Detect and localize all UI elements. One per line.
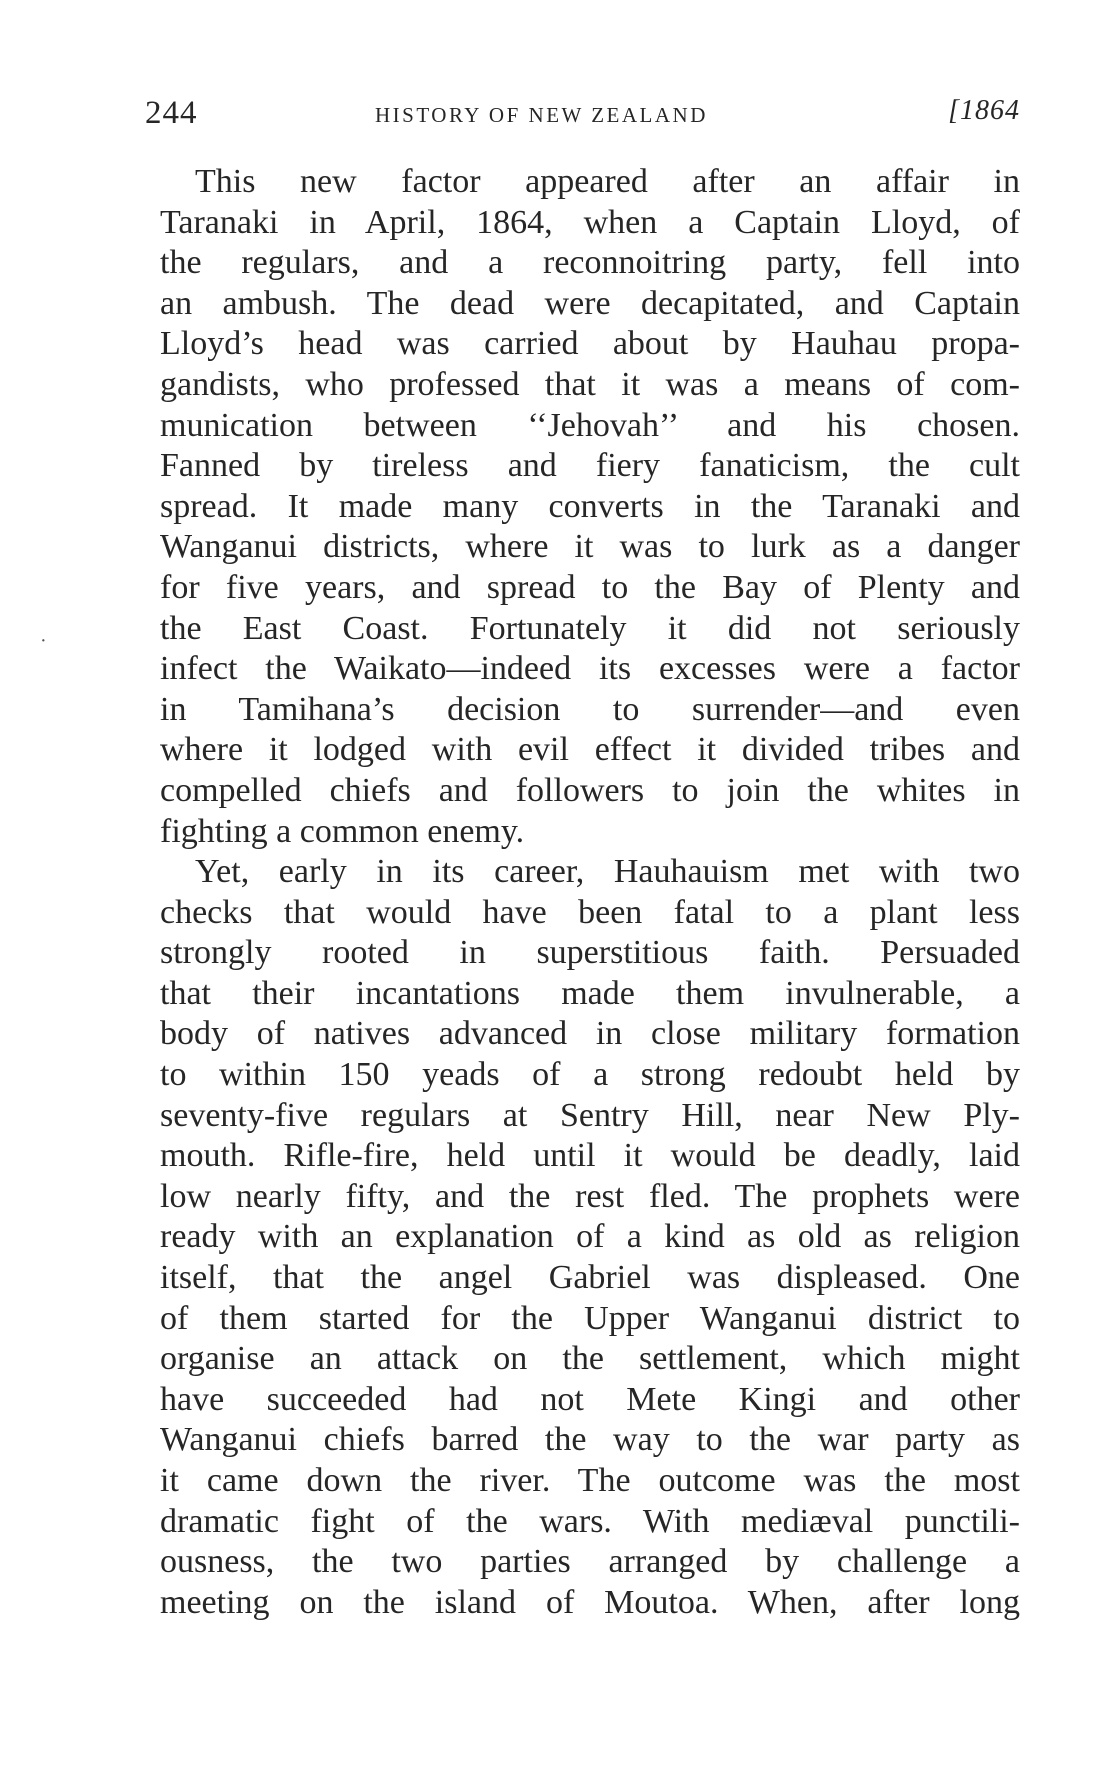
text-line: strongly rooted in superstitious faith. Persuaded bbox=[160, 934, 1020, 972]
text-line: seventy-five regulars at Sentry Hill, near New Ply- bbox=[160, 1096, 1020, 1134]
text-line: ready with an explanation of a kind as old as religion bbox=[160, 1218, 1020, 1256]
text-line: it came down the river. The outcome was the most bbox=[160, 1462, 1020, 1499]
text-line: munication between ‘‘Jehovah’’ and his chosen. bbox=[160, 406, 1020, 444]
body-text bbox=[160, 162, 1020, 1623]
running-year: [1864 bbox=[948, 95, 1020, 126]
text-line: low nearly fifty, and the rest fled. The prophets were bbox=[160, 1177, 1020, 1215]
text-line: mouth. Rifle-fire, held until it would be deadly, laid bbox=[160, 1137, 1020, 1175]
text-line: an ambush. The dead were decapitated, and Captain bbox=[160, 284, 1020, 322]
page-number: 244 bbox=[145, 95, 198, 131]
text-line: have succeeded had not Mete Kingi and other bbox=[160, 1380, 1020, 1418]
text-line: to within 150 yeads of a strong redoubt held by bbox=[160, 1056, 1020, 1094]
text-line: Wanganui chiefs barred the way to the war party as bbox=[160, 1421, 1020, 1459]
text-line: where it lodged with evil effect it divided tribes and bbox=[160, 731, 1020, 769]
text-line: spread. It made many converts in the Taranaki and bbox=[160, 487, 1020, 525]
text-line: the regulars, and a reconnoitring party, fell into bbox=[160, 244, 1020, 282]
text-line: organise an attack on the settlement, which might bbox=[160, 1340, 1020, 1378]
margin-dot: · bbox=[40, 630, 47, 652]
text-line: of them started for the Upper Wanganui district to bbox=[160, 1299, 1020, 1337]
text-line: checks that would have been fatal to a plant less bbox=[160, 893, 1020, 931]
text-line: compelled chiefs and followers to join the whites in bbox=[160, 771, 1020, 809]
text-line: Taranaki in April, 1864, when a Captain Lloyd, of bbox=[160, 203, 1020, 241]
text-line: meeting on the island of Moutoa. When, after long bbox=[160, 1583, 1020, 1621]
text-line: that their incantations made them invulnerable, a bbox=[160, 974, 1020, 1012]
text-line: Fanned by tireless and fiery fanaticism, the cult bbox=[160, 447, 1020, 485]
text-line: fighting a common enemy. bbox=[160, 812, 525, 850]
text-line: This new factor appeared after an affair in bbox=[195, 163, 1020, 200]
text-line: in Tamihana’s decision to surrender—and even bbox=[160, 690, 1020, 728]
text-line: the East Coast. Fortunately it did not seriously bbox=[160, 609, 1020, 647]
text-line: Wanganui districts, where it was to lurk as a danger bbox=[160, 528, 1020, 566]
text-line: body of natives advanced in close military formation bbox=[160, 1015, 1020, 1053]
text-line: dramatic fight of the wars. With mediæval punctili- bbox=[160, 1502, 1020, 1540]
text-line: infect the Waikato—indeed its excesses were a factor bbox=[160, 650, 1020, 688]
text-line: ousness, the two parties arranged by challenge a bbox=[160, 1543, 1020, 1581]
running-title: HISTORY OF NEW ZEALAND bbox=[375, 103, 708, 127]
text-line: Lloyd’s head was carried about by Hauhau propa- bbox=[160, 325, 1020, 363]
text-line: gandists, who professed that it was a means of com- bbox=[160, 365, 1020, 403]
text-line: Yet, early in its career, Hauhauism met with two bbox=[195, 853, 1020, 891]
running-head bbox=[145, 95, 1020, 135]
text-line: for five years, and spread to the Bay of Plenty and bbox=[160, 568, 1020, 606]
text-line: itself, that the angel Gabriel was displeased. One bbox=[160, 1259, 1020, 1297]
